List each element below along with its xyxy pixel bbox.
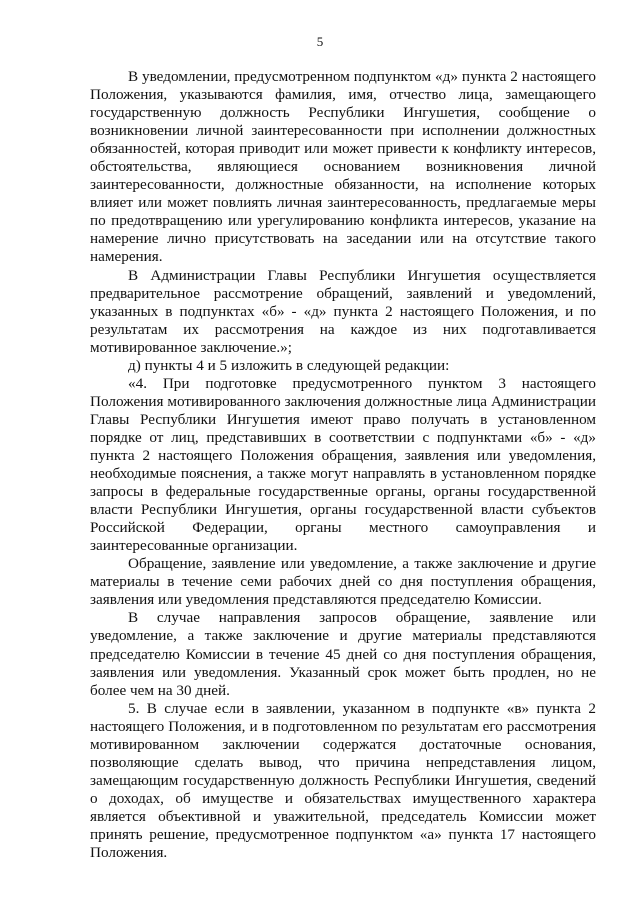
page-number: 5 — [316, 34, 324, 49]
paragraph-preliminary-review: В Администрации Главы Республики Ингушетия осуществляется предварительное рассмотрение обращений, заявлений и уведомлений, указанных в подпунктах «б» - «д» пункта 2 настоящего Положения, и по результатам их рассмотрения на каждое из них подготавливается мотивированное заключение.»; — [90, 266, 596, 356]
paragraph-submission-45-days: В случае направления запросов обращение, заявление или уведомление, а также заключение и другие материалы представляются председателю Комиссии в течение 45 дней со дня поступления обращения, заявления или уведомления. Указанный срок может быть продлен, но не более чем на 30 дней. — [90, 609, 596, 699]
paragraph-amendment-d: д) пункты 4 и 5 изложить в следующей редакции: — [128, 356, 450, 374]
paragraph-point-5: 5. В случае если в заявлении, указанном в подпункте «в» пункта 2 настоящего Положения, и в подготовленном по результатам его рассмотрения мотивированном заключении содержатся достаточные основания, позволяющие сделать вывод, что причина непредставления лицом, замещающим государственную должность Республики Ингушетия, сведений о доходах, об имуществе и обязательствах имущественного характера является объективной и уважительной, председатель Комиссии может принять решение, предусмотренное подпунктом «а» пункта 17 настоящего Положения. — [90, 699, 596, 862]
paragraph-submission-seven-days: Обращение, заявление или уведомление, а также заключение и другие материалы в течение семи рабочих дней со дня поступления обращения, заявления или уведомления представляются председателю Комиссии. — [90, 555, 596, 609]
document-body — [90, 68, 596, 862]
paragraph-notification-contents: В уведомлении, предусмотренном подпунктом «д» пункта 2 настоящего Положения, указываются фамилия, имя, отчество лица, замещающего государственную должность Республики Ингушетия, сообщение о возникновении личной заинтересованности при исполнении должностных обязанностей, которая приводит или может привести к конфликту интересов, обстоятельства, являющиеся основанием возникновения личной заинтересованности, должностные обязанности, на исполнение которых влияет или может повлиять личная заинтересованность, предлагаемые меры по предотвращению или урегулированию конфликта интересов, указание на намерение лично присутствовать на заседании или на отсутствие такого намерения. — [90, 68, 596, 266]
paragraph-point-4: «4. При подготовке предусмотренного пунктом 3 настоящего Положения мотивированного заключения должностные лица Администрации Главы Республики Ингушетия имеют право получать в установленном порядке от лиц, представивших в соответствии с подпунктами «б» - «д» пункта 2 настоящего Положения обращения, заявления или уведомления, необходимые пояснения, а также могут направлять в установленном порядке запросы в федеральные государственные органы, органы государственной власти Республики Ингушетия, органы государственной власти субъектов Российской Федерации, органы местного самоуправления и заинтересованные организации. — [90, 374, 596, 555]
